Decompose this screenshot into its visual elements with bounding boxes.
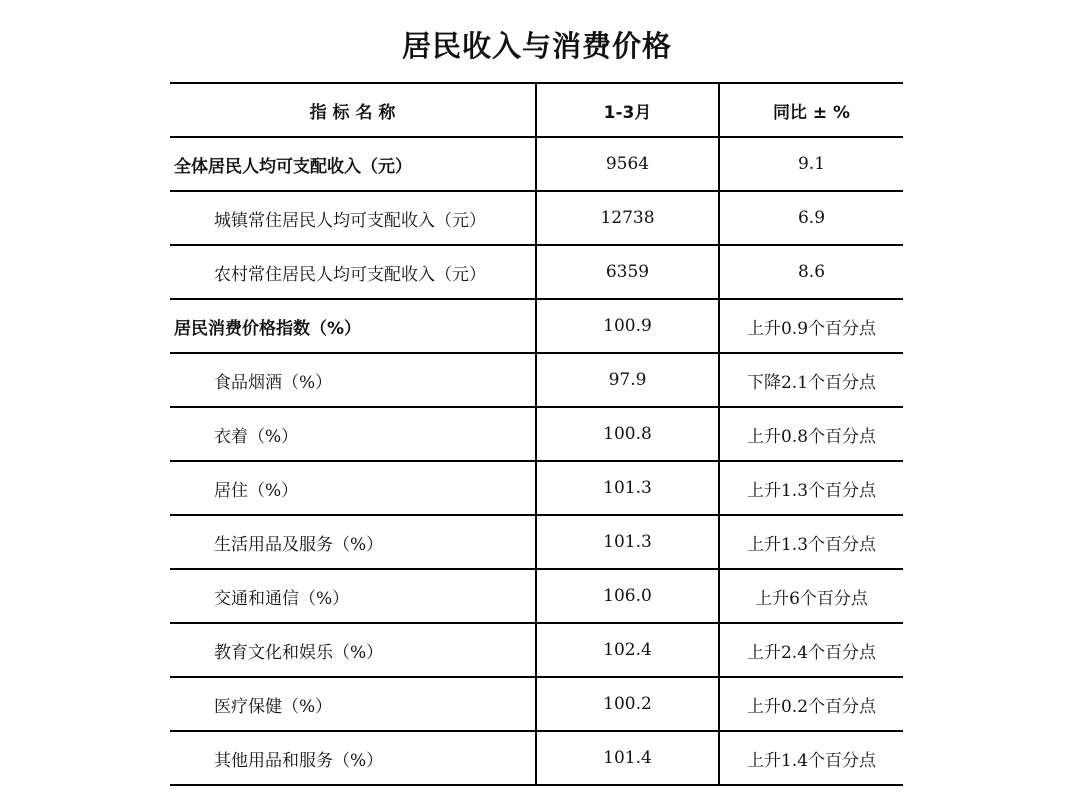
table-row xyxy=(170,137,903,191)
row-value: 101.3 xyxy=(536,515,719,569)
row-yoy: 6.9 xyxy=(719,191,903,245)
table-row xyxy=(170,299,903,353)
row-yoy: 上升2.4个百分点 xyxy=(719,623,903,677)
row-name: 教育文化和娱乐（%） xyxy=(170,623,536,677)
row-value: 9564 xyxy=(536,137,719,191)
row-name: 城镇常住居民人均可支配收入（元） xyxy=(170,191,536,245)
row-value: 106.0 xyxy=(536,569,719,623)
row-yoy: 上升6个百分点 xyxy=(719,569,903,623)
table-row xyxy=(170,677,903,731)
row-yoy: 8.6 xyxy=(719,245,903,299)
row-yoy: 上升0.9个百分点 xyxy=(719,299,903,353)
row-name: 医疗保健（%） xyxy=(170,677,536,731)
row-yoy: 上升1.4个百分点 xyxy=(719,731,903,785)
row-name: 生活用品及服务（%） xyxy=(170,515,536,569)
row-name: 其他用品和服务（%） xyxy=(170,731,536,785)
table-header-row xyxy=(170,83,903,137)
table-row xyxy=(170,191,903,245)
row-name: 交通和通信（%） xyxy=(170,569,536,623)
row-name: 食品烟酒（%） xyxy=(170,353,536,407)
row-value: 102.4 xyxy=(536,623,719,677)
row-name: 衣着（%） xyxy=(170,407,536,461)
row-name: 全体居民人均可支配收入（元） xyxy=(170,137,536,191)
table-row xyxy=(170,407,903,461)
header-indicator-name: 指 标 名 称 xyxy=(170,83,536,137)
table-row xyxy=(170,731,903,785)
table-row xyxy=(170,353,903,407)
page-title: 居民收入与消费价格 xyxy=(401,29,672,63)
table-row xyxy=(170,569,903,623)
row-value: 101.4 xyxy=(536,731,719,785)
table-row xyxy=(170,245,903,299)
row-yoy: 上升0.2个百分点 xyxy=(719,677,903,731)
row-name: 农村常住居民人均可支配收入（元） xyxy=(170,245,536,299)
row-value: 6359 xyxy=(536,245,719,299)
row-value: 101.3 xyxy=(536,461,719,515)
row-yoy: 上升1.3个百分点 xyxy=(719,515,903,569)
row-value: 97.9 xyxy=(536,353,719,407)
stats-table xyxy=(170,82,903,786)
header-yoy-change: 同比 ± % xyxy=(719,83,903,137)
row-value: 100.9 xyxy=(536,299,719,353)
row-value: 100.8 xyxy=(536,407,719,461)
row-name: 居住（%） xyxy=(170,461,536,515)
row-value: 12738 xyxy=(536,191,719,245)
row-yoy: 上升1.3个百分点 xyxy=(719,461,903,515)
row-yoy: 下降2.1个百分点 xyxy=(719,353,903,407)
row-yoy: 9.1 xyxy=(719,137,903,191)
row-yoy: 上升0.8个百分点 xyxy=(719,407,903,461)
table-row xyxy=(170,623,903,677)
header-period: 1-3月 xyxy=(536,83,719,137)
row-name: 居民消费价格指数（%） xyxy=(170,299,536,353)
table-row xyxy=(170,461,903,515)
table-row xyxy=(170,515,903,569)
row-value: 100.2 xyxy=(536,677,719,731)
